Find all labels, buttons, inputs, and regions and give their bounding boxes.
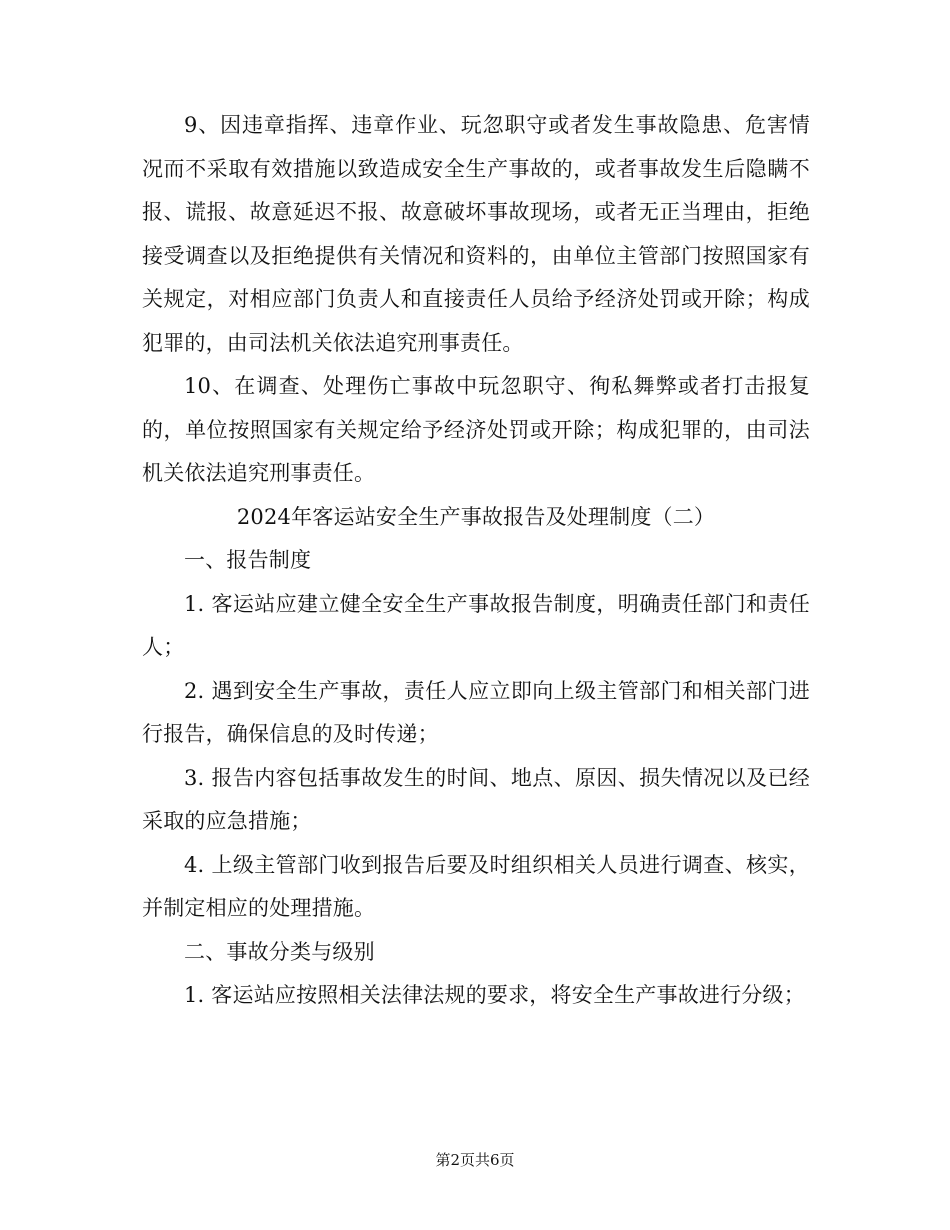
paragraph-item-9: 9、因违章指挥、违章作业、玩忽职守或者发生事故隐患、危害情况而不采取有效措施以致造成安全生产事故的，或者事故发生后隐瞒不报、谎报、故意延迟不报、故意破坏事故现场，或者无正当理由，拒绝接受调查以及拒绝提供有关情况和资料的，由单位主管部门按照国家有关规定，对相应部门负责人和直接责任人员给予经济处罚或开除；构成犯罪的，由司法机关依法追究刑事责任。 <box>142 113 810 355</box>
section-heading-reporting: 一、报告制度 <box>184 548 312 572</box>
paragraph-report-2: 2. 遇到安全生产事故，责任人应立即向上级主管部门和相关部门进行报告，确保信息的及时传递； <box>142 678 810 746</box>
page-number: 第2页共6页 <box>435 1151 515 1169</box>
document-body <box>142 104 810 1018</box>
paragraph-classification-1: 1. 客运站应按照相关法律法规的要求，将安全生产事故进行分级； <box>184 983 805 1007</box>
paragraph-report-3: 3. 报告内容包括事故发生的时间、地点、原因、损失情况以及已经采取的应急措施； <box>142 765 810 833</box>
paragraph-report-4: 4. 上级主管部门收到报告后要及时组织相关人员进行调查、核实，并制定相应的处理措施。 <box>142 852 810 920</box>
section-title: 2024年客运站安全生产事故报告及处理制度（二） <box>236 504 716 529</box>
paragraph-report-1: 1. 客运站应建立健全安全生产事故报告制度，明确责任部门和责任人； <box>142 591 810 659</box>
paragraph-item-10: 10、在调查、处理伤亡事故中玩忽职守、徇私舞弊或者打击报复的，单位按照国家有关规定给予经济处罚或开除；构成犯罪的，由司法机关依法追究刑事责任。 <box>142 374 810 485</box>
section-heading-classification: 二、事故分类与级别 <box>184 939 375 964</box>
